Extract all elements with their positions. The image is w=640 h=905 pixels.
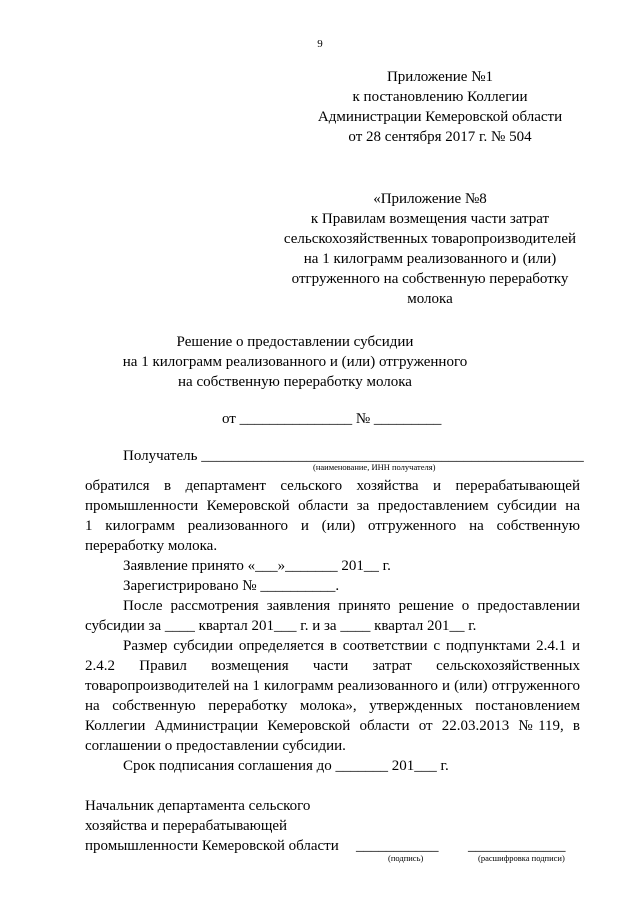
title-line: на собственную переработку молока [178, 374, 412, 390]
title-line: Решение о предоставлении субсидии [176, 334, 414, 350]
title-line: на 1 килограмм реализованного и (или) отгруженного [122, 354, 468, 370]
registration-number: Зарегистрировано № __________. [123, 578, 340, 594]
body-line: соглашении о предоставлении субсидии. [85, 738, 346, 754]
appendix-8-line: «Приложение №8 [373, 191, 487, 207]
body-line: обратился в департамент сельского хозяйства и перерабатывающей [85, 478, 580, 494]
appendix-8-line: молока [407, 291, 453, 307]
body-line: субсидии за ____ квартал 201___ г. и за ____ квартал 201__ г. [85, 618, 477, 634]
signature-caption: (подпись) [388, 853, 424, 863]
recipient-caption: (наименование, ИНН получателя) [313, 462, 436, 472]
body-line: Коллегии Администрации Кемеровской области от 22.03.2013 №119, в [85, 718, 580, 734]
signature-name-blank: _____________ [468, 838, 566, 854]
body-line: на собственную переработку молока», утвержденных постановлением [85, 698, 580, 714]
appendix-1-line: Администрации Кемеровской области [317, 109, 563, 125]
appendix-8-header [280, 189, 580, 309]
application-accepted: Заявление принято «___»_______ 201__ г. [123, 558, 391, 574]
appendix-8-line: сельскохозяйственных товаропроизводителей [283, 231, 577, 247]
body-line: промышленности Кемеровской области за предоставлением субсидии на [85, 498, 580, 514]
appendix-8-line: к Правилам возмещения части затрат [310, 211, 550, 227]
appendix-8-line: на 1 килограмм реализованного и (или) [303, 251, 557, 267]
recipient-line: Получатель ___________________________________________________ [123, 448, 584, 464]
signature-name-caption: (расшифровка подписи) [478, 853, 565, 863]
body-line: 1 килограмм реализованного и (или) отгруженного на собственную [85, 518, 580, 534]
appendix-1-line: от 28 сентября 2017 г. № 504 [348, 129, 532, 145]
page-number: 9 [317, 38, 323, 50]
body-line: После рассмотрения заявления принято решение о предоставлении [123, 598, 580, 614]
signatory-title-line: хозяйства и перерабатывающей [85, 818, 288, 834]
body-line: товаропроизводителей на 1 килограмм реализованного и (или) отгруженного [85, 678, 580, 694]
appendix-1-line: к постановлению Коллегии [352, 89, 528, 105]
body-line: Размер субсидии определяется в соответствии с подпунктами 2.4.1 и [123, 638, 580, 654]
signatory-title-line: промышленности Кемеровской области [85, 838, 339, 854]
signatory-title-line: Начальник департамента сельского [85, 798, 311, 814]
appendix-8-line: отгруженного на собственную переработку [291, 271, 569, 287]
body-line: 2.4.2 Правил возмещения части затрат сельскохозяйственных [85, 658, 580, 674]
signature-blank: ___________ [356, 838, 439, 854]
signing-deadline: Срок подписания соглашения до _______ 201___ г. [123, 758, 449, 774]
document-title [85, 332, 505, 392]
body-line: переработку молока. [85, 538, 218, 554]
appendix-1-header [300, 67, 580, 147]
appendix-1-line: Приложение №1 [386, 69, 494, 85]
date-number-line: от _______________ № _________ [222, 411, 442, 427]
